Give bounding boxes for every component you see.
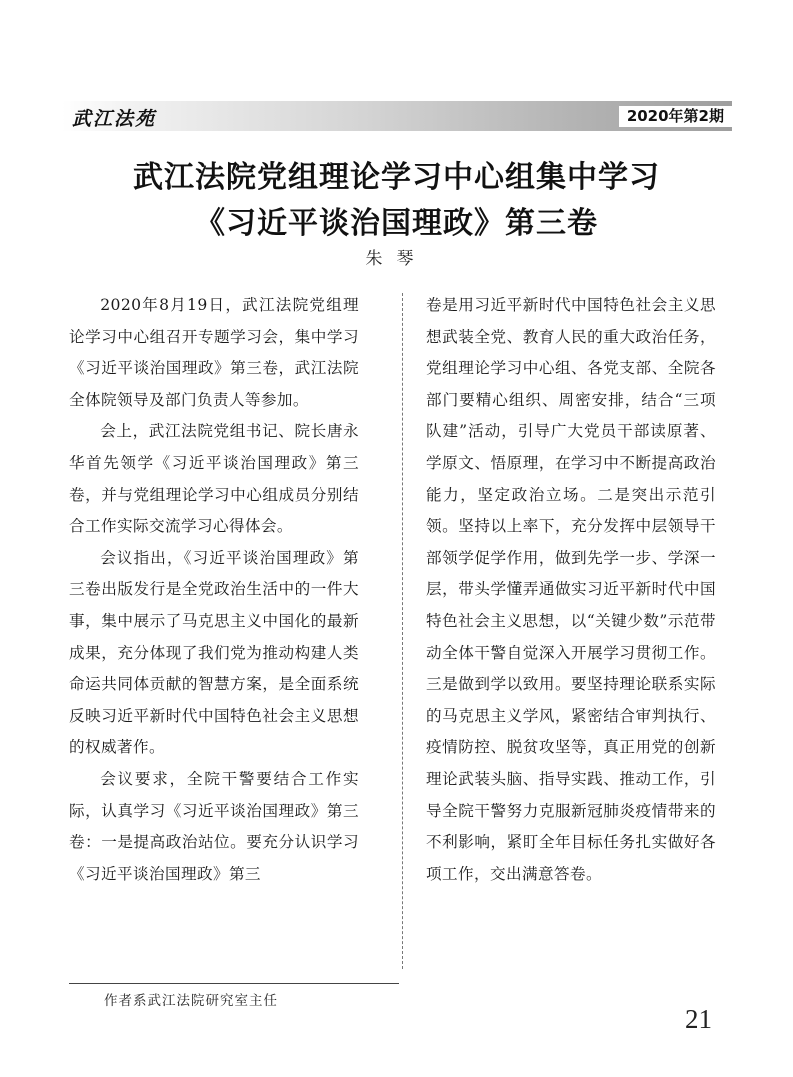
body-paragraph-continued: 卷是用习近平新时代中国特色社会主义思想武装全党、教育人民的重大政治任务，党组理论学习中心组、各党支部、全院各部门要精心组织、周密安排，结合“三项队建”活动，引导广大党员干部读原著、学原文、悟原理，在学习中不断提高政治能力，坚定政治立场。二是突出示范引领。坚持以上率下，充分发挥中层领导干部领学促学作用，做到先学一步、学深一层，带头学懂弄通做实习近平新时代中国特色社会主义思想，以“关键少数”示范带动全体干警自觉深入开展学习贯彻工作。三是做到学以致用。要坚持理论联系实际的马克思主义学风，紧密结合审判执行、疫情防控、脱贫攻坚等，真正用党的创新理论武装头脑、指导实践、推动工作，引导全院干警努力克服新冠肺炎疫情带来的不利影响，紧盯全年目标任务扎实做好各项工作，交出满意答卷。 — [426, 296, 716, 883]
body-paragraph: 2020年8月19日，武江法院党组理论学习中心组召开专题学习会，集中学习《习近平谈治国理政》第三卷，武江法院全体院领导及部门负责人等参加。 — [69, 296, 359, 409]
body-paragraph: 会议指出，《习近平谈治国理政》第三卷出版发行是全党政治生活中的一件大事，集中展示了马克思主义中国化的最新成果，充分体现了我们党为推动构建人类命运共同体贡献的智慧方案，是全面系统反映习近平新时代中国特色社会主义思想的权威著作。 — [69, 548, 359, 757]
article-title-line1: 武江法院党组理论学习中心组集中学习 — [133, 160, 660, 195]
article-title-line2: 《习近平谈治国理政》第三卷 — [195, 206, 598, 241]
journal-header-bar — [62, 101, 732, 131]
footnote-rule — [69, 983, 399, 984]
column-divider — [402, 293, 403, 969]
article-author: 朱琴 — [365, 249, 428, 269]
right-text-column — [426, 290, 716, 890]
page-number: 21 — [685, 1004, 712, 1034]
author-footnote: 作者系武江法院研究室主任 — [104, 993, 278, 1009]
issue-label: 2020年第2期 — [619, 106, 732, 127]
body-paragraph: 会议要求，全院干警要结合工作实际，认真学习《习近平谈治国理政》第三卷：一是提高政治站位。要充分认识学习《习近平谈治国理政》第三 — [69, 769, 359, 883]
journal-name: 武江法苑 — [72, 108, 157, 130]
body-paragraph: 会上，武江法院党组书记、院长唐永华首先领学《习近平谈治国理政》第三卷，并与党组理论学习中心组成员分别结合工作实际交流学习心得体会。 — [69, 422, 359, 536]
left-text-column — [69, 290, 359, 890]
